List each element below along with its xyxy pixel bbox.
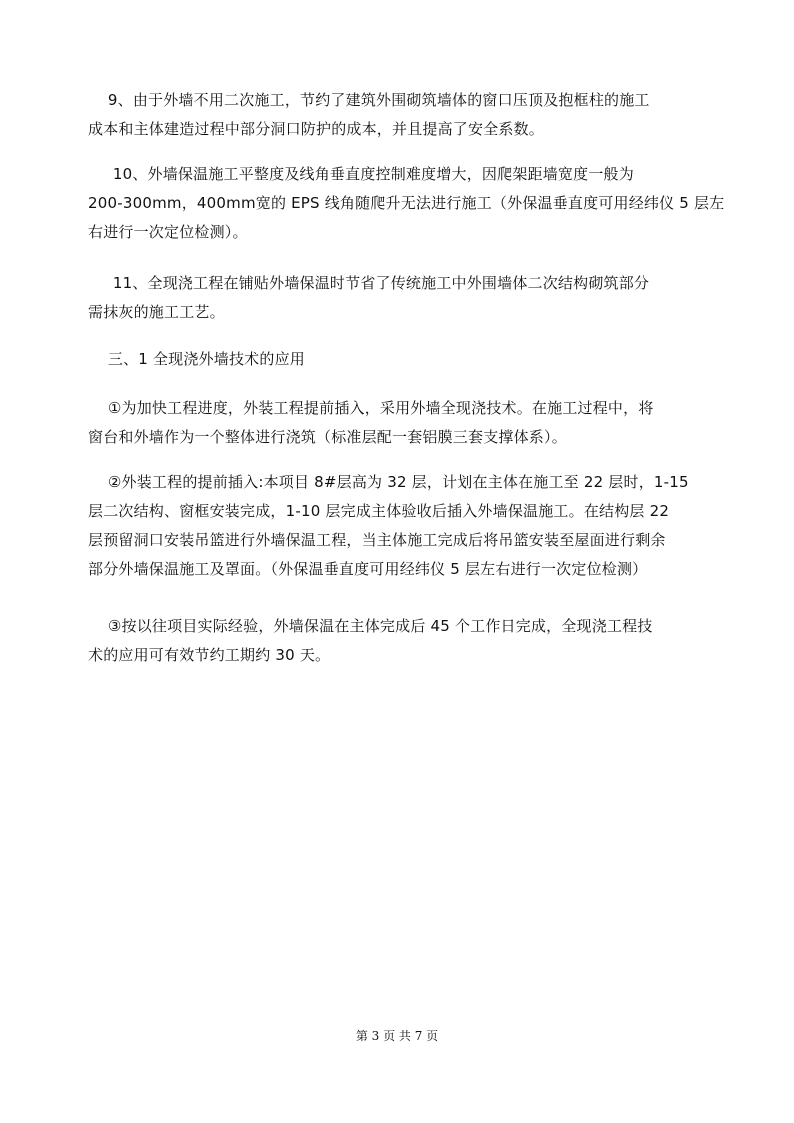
paragraph-line: ②外装工程的提前插入:本项目 8#层高为 32 层，计划在主体在施工至 22 层时，1-15 — [88, 473, 689, 491]
paragraph-circled-3 — [88, 612, 706, 670]
page-number-footer: 第 3 页 共 7 页 — [355, 1029, 439, 1043]
paragraph-line: 成本和主体建造过程中部分洞口防护的成本，并且提高了安全系数。 — [88, 120, 545, 138]
paragraph-item-9 — [88, 86, 706, 144]
paragraph-line: 10、外墙保温施工平整度及线角垂直度控制难度增大，因爬架距墙宽度一般为 — [88, 165, 634, 183]
paragraph-line: 层二次结构、窗框安装完成，1-10 层完成主体验收后插入外墙保温施工。在结构层 22 — [88, 502, 670, 520]
paragraph-circled-2 — [88, 468, 706, 584]
section-heading-text: 三、1 全现浇外墙技术的应用 — [88, 350, 305, 368]
paragraph-line: 部分外墙保温施工及罩面。（外保温垂直度可用经纬仪 5 层左右进行一次定位检测） — [88, 560, 648, 578]
paragraph-line: 术的应用可有效节约工期约 30 天。 — [88, 646, 331, 664]
section-heading — [88, 345, 706, 374]
paragraph-line: 200-300mm，400mm宽的 EPS 线角随爬升无法进行施工（外保温垂直度可用经纬仪 5 层左 — [88, 194, 725, 212]
paragraph-line: 11、全现浇工程在铺贴外墙保温时节省了传统施工中外围墙体二次结构砌筑部分 — [88, 274, 650, 292]
paragraph-line: 层预留洞口安装吊篮进行外墙保温工程，当主体施工完成后将吊篮安装至屋面进行剩余 — [88, 531, 666, 549]
paragraph-line: ③按以往项目实际经验，外墙保温在主体完成后 45 个工作日完成，全现浇工程技 — [88, 617, 653, 635]
paragraph-line: 需抹灰的施工工艺。 — [88, 303, 225, 321]
paragraph-line: ①为加快工程进度，外装工程提前插入，采用外墙全现浇技术。在施工过程中，将 — [88, 399, 654, 417]
paragraph-line: 9、由于外墙不用二次施工，节约了建筑外围砌筑墙体的窗口压顶及抱框柱的施工 — [88, 91, 650, 109]
paragraph-circled-1 — [88, 394, 706, 452]
paragraph-item-10 — [88, 160, 725, 247]
paragraph-line: 窗台和外墙作为一个整体进行浇筑（标准层配一套铝膜三套支撑体系）。 — [88, 428, 567, 446]
paragraph-line: 右进行一次定位检测）。 — [88, 223, 248, 241]
paragraph-item-11 — [88, 269, 706, 327]
